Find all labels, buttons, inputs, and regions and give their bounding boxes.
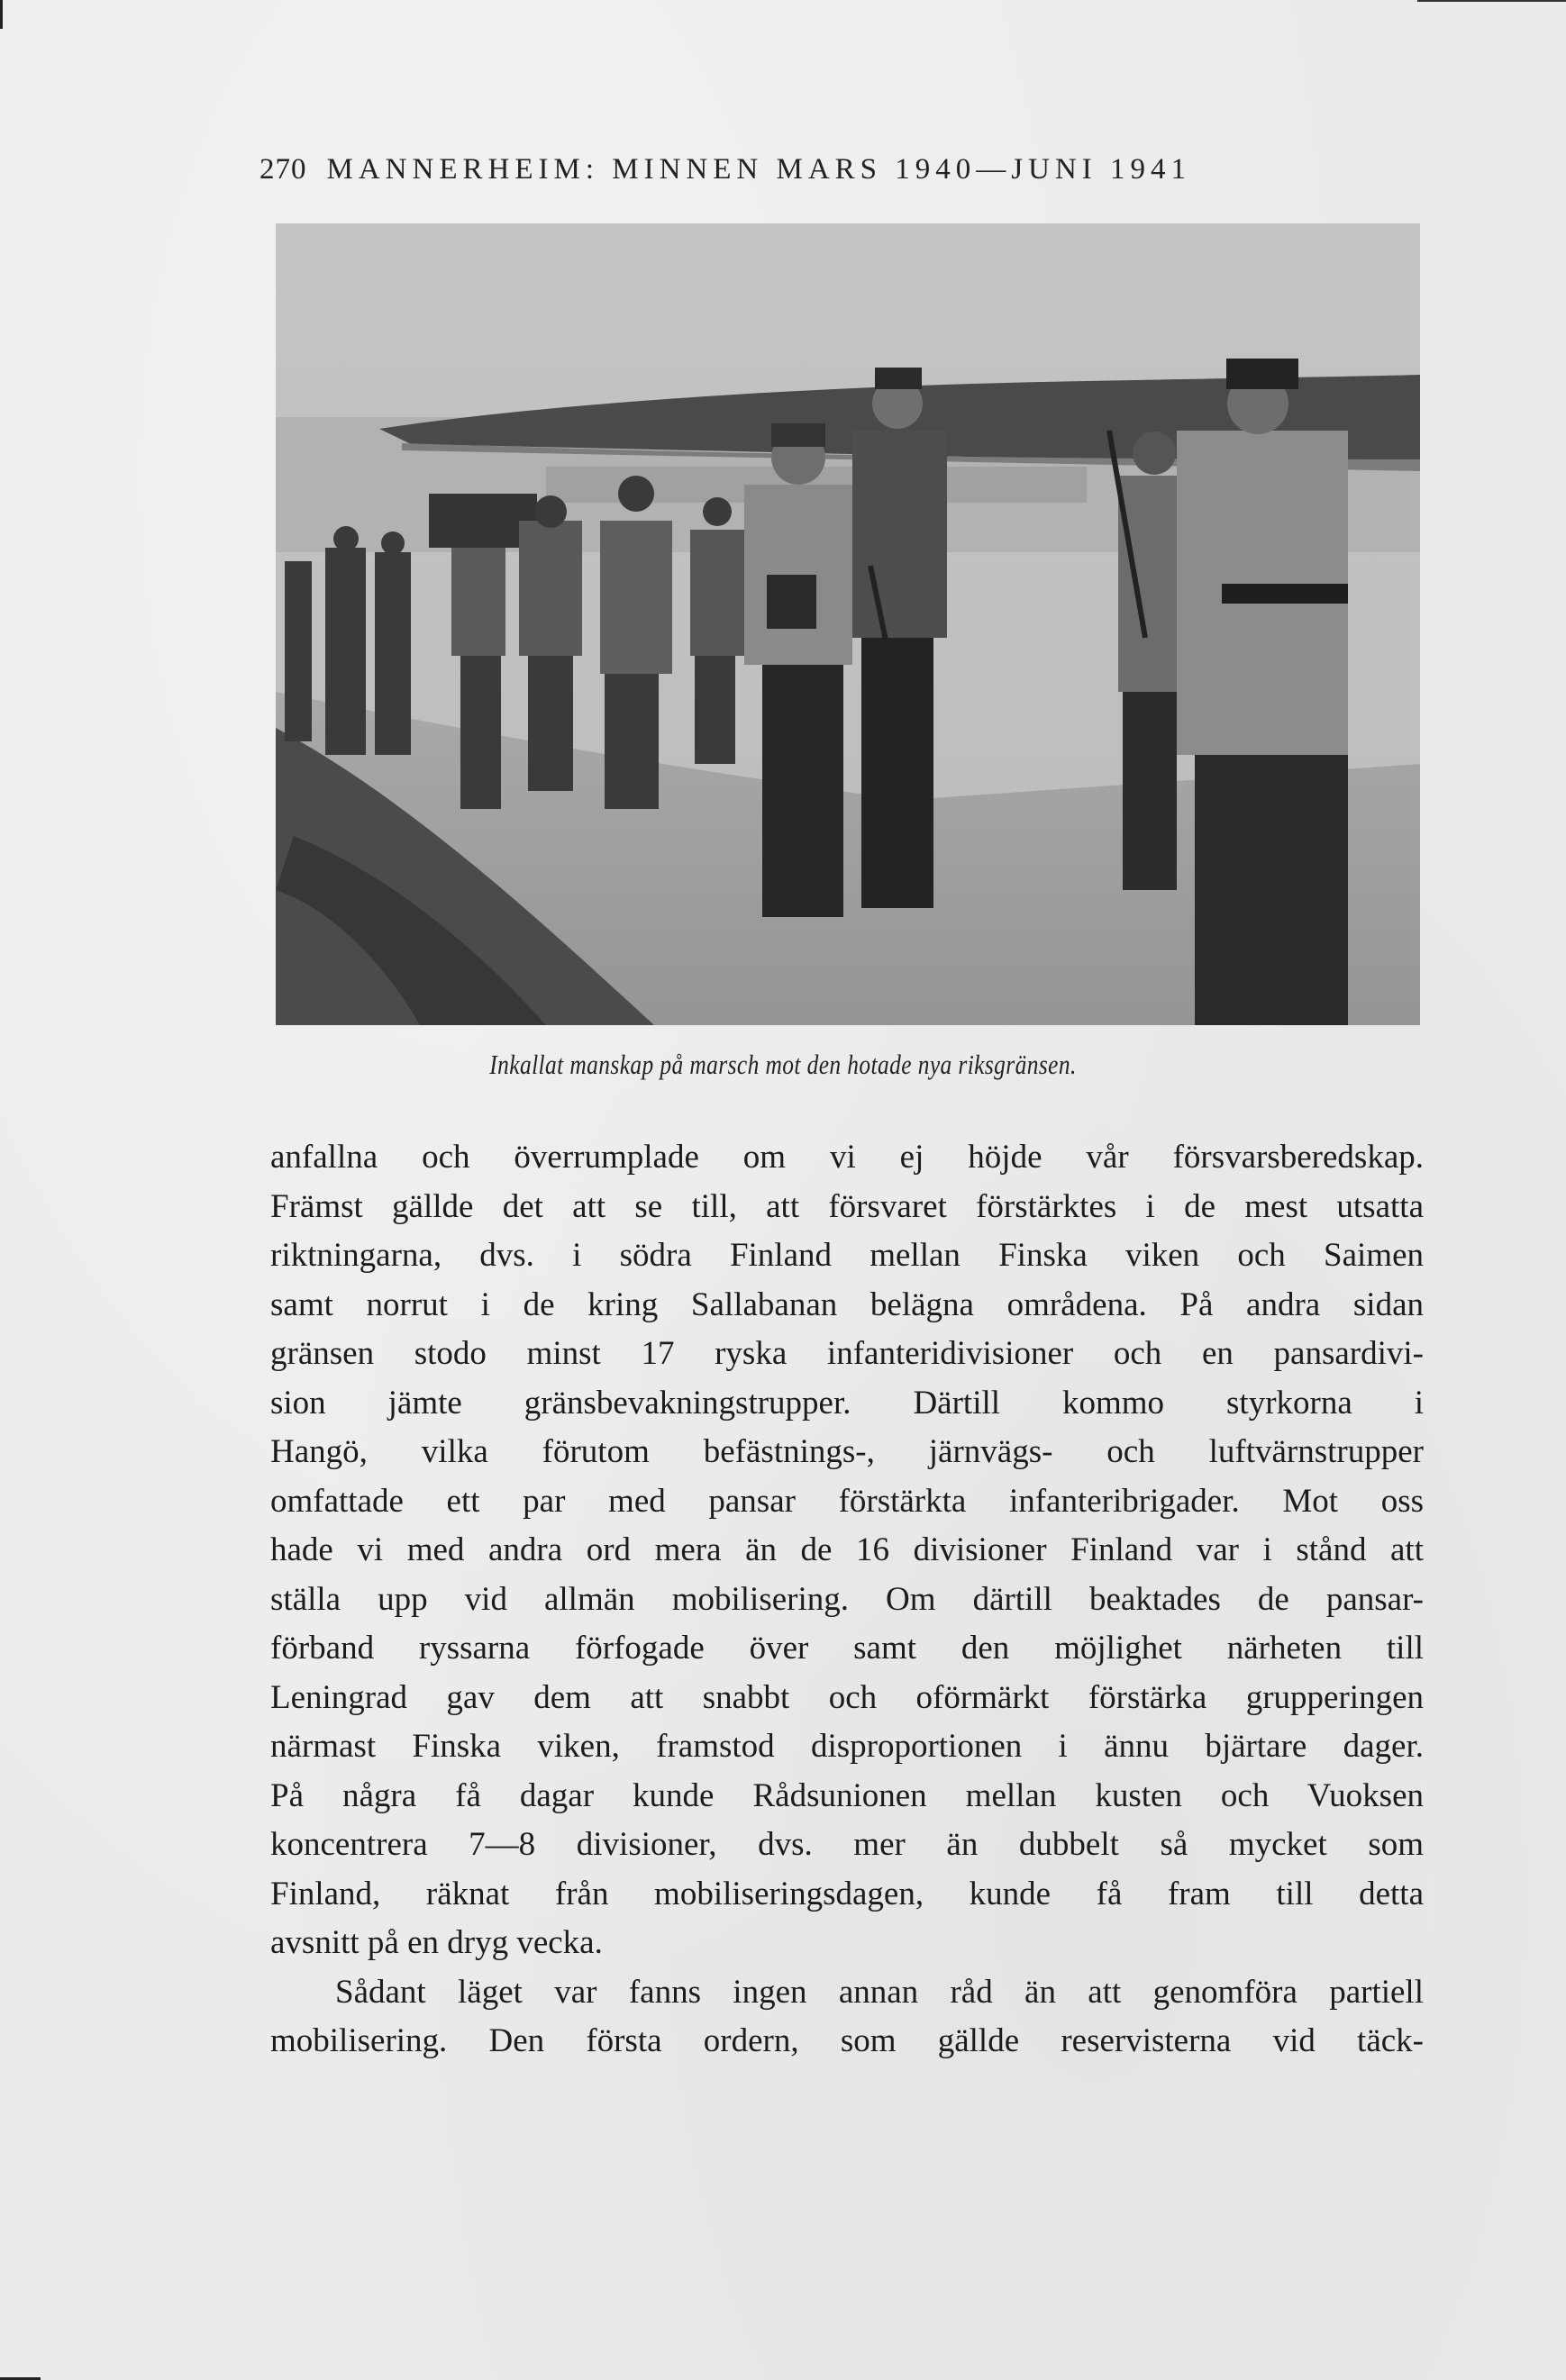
text-line: avsnitt på en dryg vecka. [270,1924,603,1961]
running-head-title: MANNERHEIM: MINNEN MARS 1940—JUNI 1941 [326,153,1192,186]
text-line: hade vi med andra ord mera än de 16 divisioner Finland var i stånd att [270,1531,1424,1568]
text-line: närmast Finska viken, framstod disproportionen i ännu bjärtare dager. [270,1728,1424,1765]
scan-edge-mark [1417,0,1566,2]
scan-edge-mark [0,0,3,29]
photograph-soldiers-marching [276,223,1420,1025]
text-line: På några få dagar kunde Rådsunionen mellan kusten och Vuoksen [270,1776,1424,1814]
text-line: samt norrut i de kring Sallabanan belägna områdena. På andra sidan [270,1285,1424,1323]
text-line: Leningrad gav dem att snabbt och oförmärkt förstärka grupperingen [270,1678,1424,1716]
text-line: Hangö, vilka förutom befästnings-, järnvägs- och luftvärnstrupper [270,1433,1424,1470]
body-text [270,1133,1424,2067]
text-line: riktningarna, dvs. i södra Finland mellan Finska viken och Saimen [270,1237,1424,1274]
photo-illustration [276,223,1420,1025]
text-line: ställa upp vid allmän mobilisering. Om därtill beaktades de pansar- [270,1580,1424,1618]
text-line: anfallna och överrumplade om vi ej höjde vår försvarsberedskap. [270,1139,1424,1176]
page-number: 270 [259,153,307,186]
text-line: omfattade ett par med pansar förstärkta infanteribrigader. Mot oss [270,1482,1424,1520]
text-line: förband ryssarna förfogade över samt den möjlighet närheten till [270,1630,1424,1667]
text-line: sion jämte gränsbevakningstrupper. Därtill kommo styrkorna i [270,1384,1424,1422]
running-head [259,153,1431,186]
text-line: gränsen stodo minst 17 ryska infanteridivisioner och en pansardivi- [270,1335,1424,1372]
text-line: Främst gällde det att se till, att försvaret förstärktes i de mest utsatta [270,1187,1424,1225]
text-line: koncentrera 7—8 divisioner, dvs. mer än dubbelt så mycket som [270,1826,1424,1863]
text-line: Finland, räknat från mobiliseringsdagen, kunde få fram till detta [270,1875,1424,1912]
text-line: mobilisering. Den första ordern, som gällde reservisterna vid täck- [270,2022,1424,2059]
figure-caption: Inkallat manskap på marsch mot den hotade nya riksgränsen. [489,1049,1077,1080]
text-line: Sådant läget var fanns ingen annan råd än att genomföra partiell [335,1973,1424,2011]
